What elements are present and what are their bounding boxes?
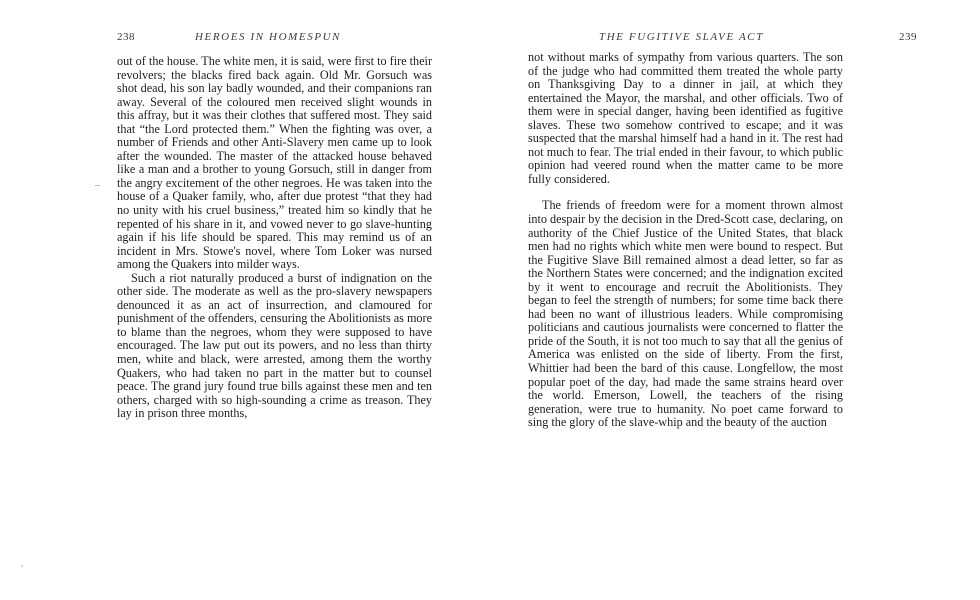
right-page — [490, 0, 980, 600]
left-body-text — [117, 55, 432, 421]
right-body-text — [528, 51, 843, 430]
right-page-number: 239 — [899, 31, 917, 43]
left-running-title: HEROES IN HOMESPUN — [195, 31, 342, 43]
left-paragraph-2: Such a riot naturally produced a burst of indignation on the other side. The moderate as well as the pro-slavery newspapers denounced it as an act of insurrection, and clamoured for punishment of the offenders, censuring the Abolitionists as more to blame than the negroes, whom they were supposed to have encouraged. The law put out its powers, and no less than thirty men, white and black, were arrested, among them the worthy Quakers, who had taken no part in the matter but to counsel peace. The grand jury found true bills against these men and ten others, charged with so high-sounding a crime as treason. They lay in prison three months, — [117, 270, 432, 421]
right-paragraph-2: The friends of freedom were for a moment thrown almost into despair by the decision in the Dred-Scott case, declaring, on authority of the Chief Justice of the United States, that black men had no rights which white men were bound to respect. But the Fugitive Slave Bill remained almost a dead letter, so far as the Northern States were concerned; and the indignation excited by it went to encourage and recruit the Abolitionists. They began to feel the strength of numbers; for some time back there had been no want of illustrious leaders. While compromising politicians and cautious journalists were concerned to flatter the pride of the South, it is not too much to say that all the genius of America was enlisted on the side of liberty. From the first, Whittier had been the bard of this cause. Longfellow, the most popular poet of the day, had made the same strains heard over the world. Emerson, Lowell, the teachers of the rising generation, were true to humanity. No poet came forward to sing the glory of the slave-whip and the beauty of the auction — [528, 198, 843, 430]
left-paragraph-1: out of the house. The white men, it is said, were first to fire their revolvers; the blacks fired back again. Old Mr. Gorsuch was shot dead, his son lay badly wounded, and their companions ran away. Several of the coloured men received slight wounds in this affray, but it was their clothes that suffered most. They said that “the Lord protected them.” When the fighting was over, a number of Friends and other Anti-Slavery men came up to look after the wounded. The master of the attacked house behaved like a man and a brother to young Gorsuch, still in danger from the angry excitement of the other negroes. He was taken into the house of a Quaker family, who, after due protest “that they had no unity with his cruel business,” treated him so kindly that he repented of his share in it, and vowed never to go slave-hunting again if his life should be spared. This may remind us of an incident in Mrs. Stowe's novel, where Tom Loker was nursed among the Quakers into milder ways. — [117, 54, 432, 272]
scan-speck — [21, 565, 23, 567]
margin-mark — [95, 185, 100, 186]
right-paragraph-1: not without marks of sympathy from various quarters. The son of the judge who had committed them treated the whole party on Thanksgiving Day to a dinner in jail, at which they entertained the Mayor, the marshal, and other officials. Two of them were in special danger, having been identified as fugitive slaves. These two somehow contrived to escape; and it was suspected that the marshal himself had a hand in it. The rest had not much to fear. The trial ended in their favour, to which public opinion had veered round when the matter came to be more fully considered. — [528, 50, 843, 186]
right-running-title: THE FUGITIVE SLAVE ACT — [599, 31, 764, 43]
left-running-head — [117, 31, 437, 47]
left-page-number: 238 — [117, 31, 135, 43]
right-running-head — [599, 31, 919, 47]
